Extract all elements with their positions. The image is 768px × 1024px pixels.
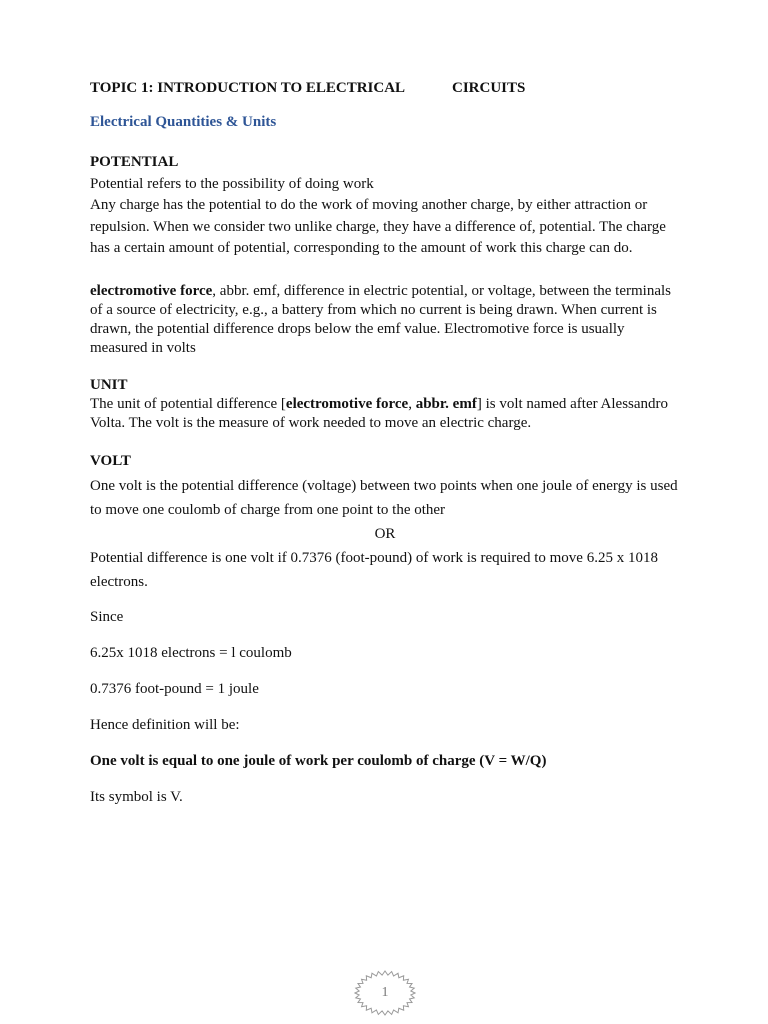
equation-1: 6.25x 1018 electrons = l coulomb: [90, 645, 292, 661]
potential-heading: POTENTIAL: [90, 154, 179, 170]
emf-section: [90, 282, 680, 358]
symbol-line: Its symbol is V.: [90, 789, 183, 805]
page-title: [90, 80, 680, 97]
volt-or: OR: [374, 526, 396, 542]
potential-section: [90, 153, 680, 260]
emf-term: electromotive force: [90, 283, 213, 299]
hence-line: Hence definition will be:: [90, 717, 240, 733]
unit-heading: UNIT: [90, 377, 128, 393]
potential-paragraph: Any charge has the potential to do the work of moving another charge, by either attraction or repulsion. When we consider two unlike charge, they have a difference of, potential. The charge has a certain amount of potential, corresponding to the amount of work this charge can do.: [90, 197, 666, 256]
volt-heading: VOLT: [90, 453, 131, 469]
emf-paragraph: [90, 282, 680, 358]
unit-text-b: ,: [408, 396, 416, 412]
unit-bold-b: abbr. emf: [415, 396, 477, 412]
page-number: 1: [381, 985, 389, 1000]
volt-definition-1: One volt is the potential difference (voltage) between two points when one joule of energy is used to move one coulomb of charge from one point to the other: [90, 478, 678, 518]
unit-text-c: ] is volt named after Alessandro Volta. The volt is the measure of work needed to move an electric charge.: [90, 396, 669, 431]
volt-definition-2: Potential difference is one volt if 0.7376 (foot-pound) of work is required to move 6.25 x 1018 electrons.: [90, 550, 658, 590]
unit-section: [90, 376, 680, 433]
unit-bold-a: electromotive force: [285, 396, 409, 412]
volt-definition-final: One volt is equal to one joule of work per coulomb of charge (V = W/Q): [90, 753, 547, 769]
unit-text-a: The unit of potential difference [: [90, 396, 286, 412]
unit-paragraph: [90, 395, 680, 433]
since-line: Since: [90, 609, 124, 625]
equation-2: 0.7376 foot-pound = 1 joule: [90, 681, 259, 697]
potential-line: Potential refers to the possibility of doing work: [90, 176, 374, 192]
volt-section: [90, 452, 680, 594]
page-number-badge: [354, 970, 416, 1016]
emf-text: , abbr. emf, difference in electric potential, or voltage, between the terminals of a source of electricity, e.g., a battery from which no current is being drawn. When current is drawn, the potential difference drops below the emf value. Electromotive force is usually measured in volts: [90, 283, 671, 356]
title-part-1: TOPIC 1: INTRODUCTION TO ELECTRICAL: [90, 80, 406, 96]
section-subtitle: Electrical Quantities & Units: [90, 114, 277, 130]
title-part-2: CIRCUITS: [452, 80, 526, 96]
